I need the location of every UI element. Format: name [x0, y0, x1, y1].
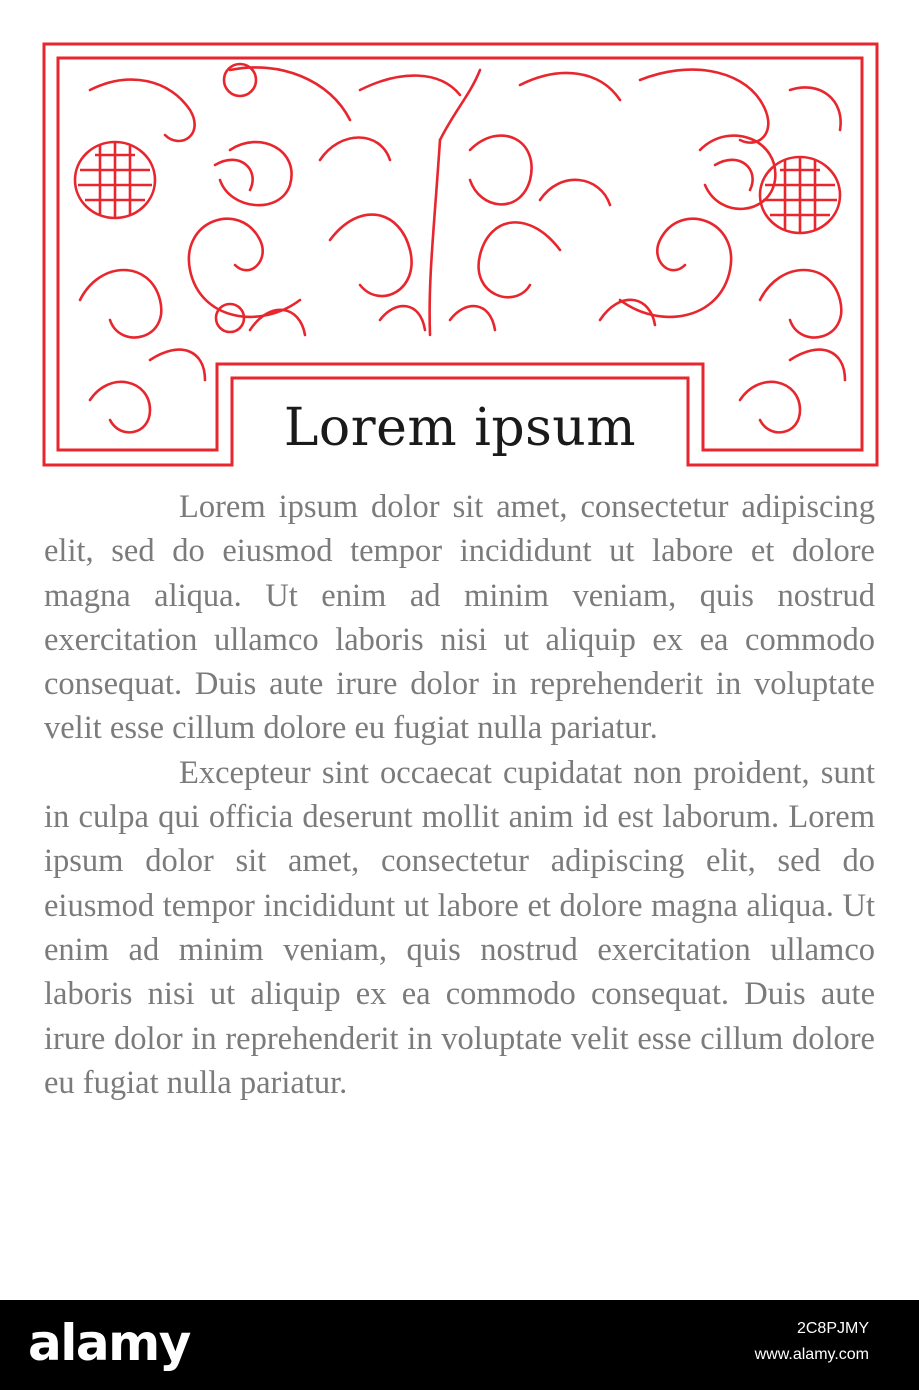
body-text — [44, 485, 875, 1105]
watermark-footer — [0, 1300, 919, 1390]
paragraph: Lorem ipsum dolor sit amet, consectetur adipiscing elit, sed do eiusmod tempor incididunt ut labore et dolore magna aliqua. Ut enim ad minim veniam, quis nostrud exercitation ullamco laboris nisi ut aliquip ex ea commodo consequat. Duis aute irure dolor in reprehenderit in voluptate velit esse cillum dolore eu fugiat nulla pariatur. — [44, 489, 875, 747]
site-url: www.alamy.com — [754, 1346, 869, 1363]
brand-logo: alamy — [28, 1314, 190, 1372]
image-id: 2C8PJMY — [796, 1320, 869, 1337]
page-title: Lorem ipsum — [283, 398, 637, 458]
paragraph: Excepteur sint occaecat cupidatat non proident, sunt in culpa qui officia deserunt mollit anim id est laborum. Lorem ipsum dolor sit amet, consectetur adipiscing elit, sed do eiusmod tempor incididunt ut labore et dolore magna aliqua. Ut enim ad minim veniam, quis nostrud exercitation ullamco laboris nisi ut aliquip ex ea commodo consequat. Duis aute irure dolor in reprehenderit in voluptate velit esse cillum dolore eu fugiat nulla pariatur. — [44, 754, 875, 1101]
